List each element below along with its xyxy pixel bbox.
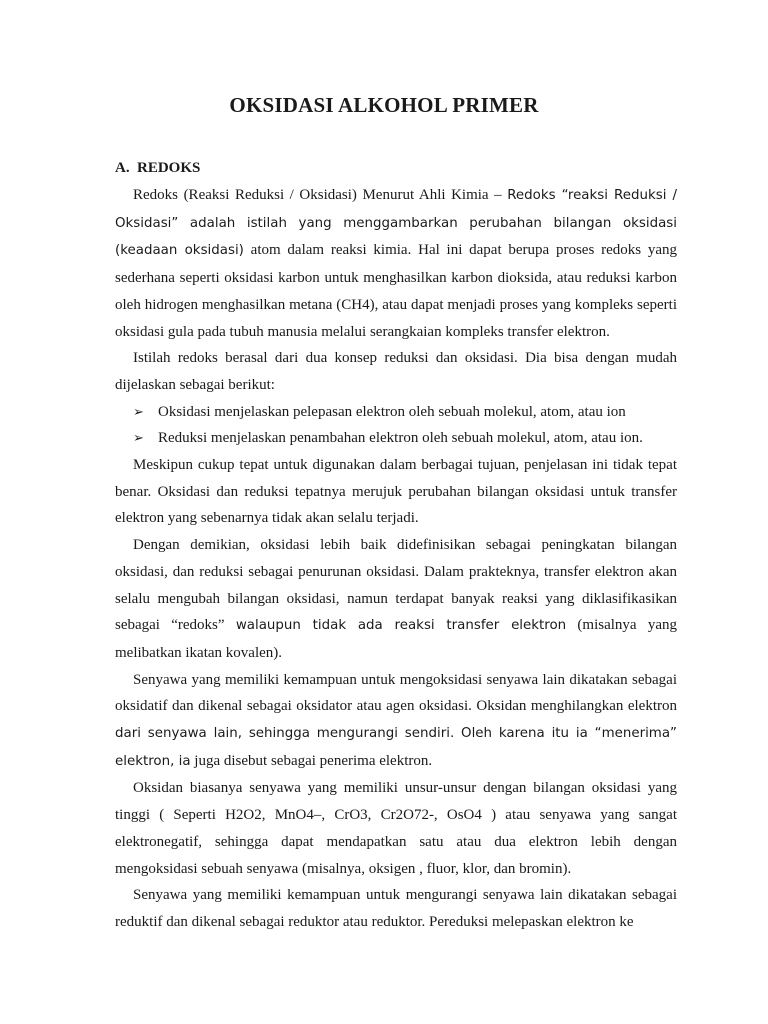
paragraph: Oksidan biasanya senyawa yang memiliki unsur-unsur dengan bilangan oksidasi yang tinggi ( Seperti H2O2, MnO4–, CrO3, Cr2O72-, OsO4 ) atau senyawa yang sangat elektronegatif, sehingga dapat mendapatkan satu atau dua elektron lebih dengan mengoksidasi sebuah senyawa (misalnya, oksigen , fluor, klor, dan bromin). (115, 780, 677, 877)
document-body (115, 182, 677, 936)
paragraph: Senyawa yang memiliki kemampuan untuk mengurangi senyawa lain dikatakan sebagai reduktif dan dikenal sebagai reduktor atau reduktor. Pereduksi melepaskan elektron ke (115, 887, 677, 930)
paragraph: Meskipun cukup tepat untuk digunakan dalam berbagai tujuan, penjelasan ini tidak tepat benar. Oksidasi dan reduksi tepatnya merujuk perubahan bilangan oksidasi untuk transfer elektron yang sebenarnya tidak akan selalu terjadi. (115, 457, 677, 527)
bullet-text: Oksidasi menjelaskan pelepasan elektron oleh sebuah molekul, atom, atau ion (158, 403, 626, 420)
section-number: A. (115, 160, 130, 176)
paragraph-text: juga disebut sebagai penerima elektron. (190, 752, 433, 769)
section-heading (115, 160, 200, 177)
paragraph (115, 532, 677, 667)
bullet-text: Reduksi menjelaskan penambahan elektron oleh sebuah molekul, atom, atau ion. (158, 430, 643, 447)
paragraph-text: Redoks “reaksi Reduksi / Oksidasi” adalah istilah yang menggambarkan perubahan bilangan oksidasi (keadaan oksidasi) (115, 188, 677, 259)
bullet-list (115, 399, 677, 452)
document-title: OKSIDASI ALKOHOL PRIMER (229, 93, 539, 117)
paragraph (115, 667, 677, 776)
arrow-bullet-icon: ➢ (133, 403, 144, 419)
paragraph-text: Redoks (Reaksi Reduksi / Oksidasi) Menurut Ahli Kimia – (133, 187, 508, 203)
paragraph-text: (misalnya yang melibatkan ikatan kovalen). (115, 617, 677, 661)
paragraph: Istilah redoks berasal dari dua konsep reduksi dan oksidasi. Dia bisa dengan mudah dijelaskan sebagai berikut: (115, 350, 677, 393)
bullet-item (133, 399, 677, 426)
paragraph-text: walaupun tidak ada reaksi transfer elektron (235, 618, 567, 634)
paragraph-text: atom dalam reaksi kimia. Hal ini dapat berupa proses redoks yang sederhana seperti oksidasi karbon untuk menghasilkan karbon dioksida, atau reduksi karbon oleh hidrogen menghasilkan metana (CH4), atau dapat menjadi proses yang kompleks seperti oksidasi gula pada tubuh manusia melalui serangkaian kompleks transfer elektron. (115, 242, 677, 340)
paragraph-text: Senyawa yang memiliki kemampuan untuk mengoksidasi senyawa lain dikatakan sebagai oksidatif dan dikenal sebagai oksidator atau agen oksidasi. Oksidan menghilangkan elektron (115, 671, 677, 715)
bullet-item (133, 425, 677, 452)
arrow-bullet-icon: ➢ (133, 430, 144, 446)
paragraph (115, 182, 677, 345)
paragraph-text: dari senyawa lain, sehingga mengurangi sendiri. Oleh karena itu ia “menerima” elektron, ia (115, 726, 677, 769)
paragraph-text: Dengan demikian, oksidasi lebih baik didefinisikan sebagai peningkatan bilangan oksidasi, dan reduksi sebagai penurunan oksidasi. Dalam prakteknya, transfer elektron akan selalu mengubah bilangan oksidasi, namun terdapat banyak reaksi yang diklasifikasikan sebagai “redoks” (115, 537, 677, 634)
section-heading-text: REDOKS (137, 160, 201, 176)
